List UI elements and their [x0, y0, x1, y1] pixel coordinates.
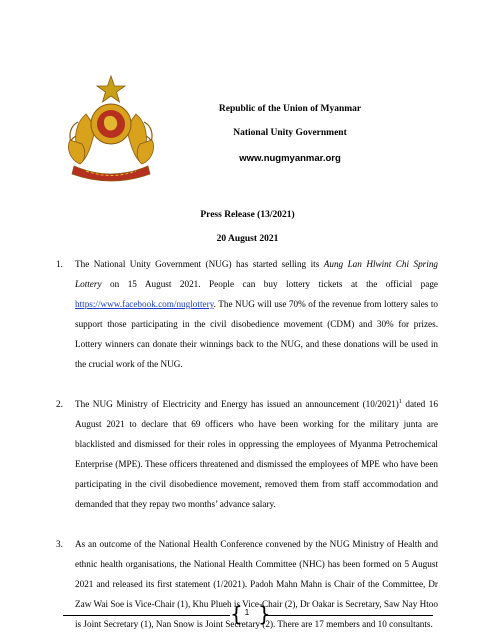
header-government: National Unity Government — [233, 128, 347, 138]
right-brace-icon: } — [258, 602, 271, 626]
press-release-date: 20 August 2021 — [216, 234, 279, 244]
item-number: 1. — [56, 259, 63, 269]
footnote-ref[interactable]: 1 — [398, 398, 402, 405]
list-item — [56, 534, 438, 634]
press-release-items — [56, 254, 438, 634]
list-item — [56, 254, 438, 374]
list-item — [56, 394, 438, 514]
item-number: 3. — [56, 539, 63, 549]
footer-divider-left — [63, 615, 230, 616]
star-icon — [97, 76, 125, 102]
page-number: 1 — [244, 608, 250, 617]
item-text: The National Unity Government (NUG) has started selling its — [75, 259, 324, 269]
header-country: Republic of the Union of Myanmar — [218, 104, 362, 114]
item-text: The NUG Ministry of Electricity and Energy has issued an announcement (10/2021) — [75, 399, 399, 409]
item-text: As an outcome of the National Health Conference convened by the NUG Ministry of Health and ethnic health organisations, the National Health Committee (NHC) has been formed on 5 August 2021 and released its first statement (1/2021). Padoh Mahn Mahn is Chair of the Committee, Dr Zaw Wai Soe is Vice-Chair (1), Khu Plueh is Vice-Chair (2), Dr Oakar is Secretary, Saw Nay Htoo is Joint Secretary (1), Nan Snow is Joint Secretary (2). There are 17 members and 10 consultants. — [75, 539, 438, 629]
left-brace-icon: { — [230, 602, 243, 626]
lottery-page-link[interactable]: https://www.facebook.com/nuglottery — [75, 299, 214, 309]
item-text: . The NUG will use 70% of the revenue from lottery sales to support those participating in the civil disobedience movement (CDM) and 30% for prizes. Lottery winners can donate their winnings back to the NUG, and these donations will be used in the crucial work of the NUG. — [75, 299, 438, 369]
footer-divider-right — [266, 615, 433, 616]
press-release-title: Press Release (13/2021) — [200, 210, 295, 220]
item-text: dated 16 August 2021 to declare that 69 officers who have been working for the military junta are blacklisted and dismissed for their roles in oppressing the employees of Myanma Petrochemical Enterprise (MPE). These officers threatened and dismissed the employees of MPE who have been participating in the civil disobedience movement, removed them from staff accommodation and demanded that they repay two months’ advance salary. — [75, 399, 438, 509]
item-number: 2. — [56, 399, 63, 409]
item-text: on 15 August 2021. People can buy lottery tickets at the official page — [101, 279, 438, 289]
state-seal-emblem — [56, 74, 166, 184]
lottery-name: Aung Lan Hlwint Chi Spring Lottery — [75, 259, 439, 289]
header-website[interactable]: www.nugmyanmar.org — [239, 153, 341, 164]
